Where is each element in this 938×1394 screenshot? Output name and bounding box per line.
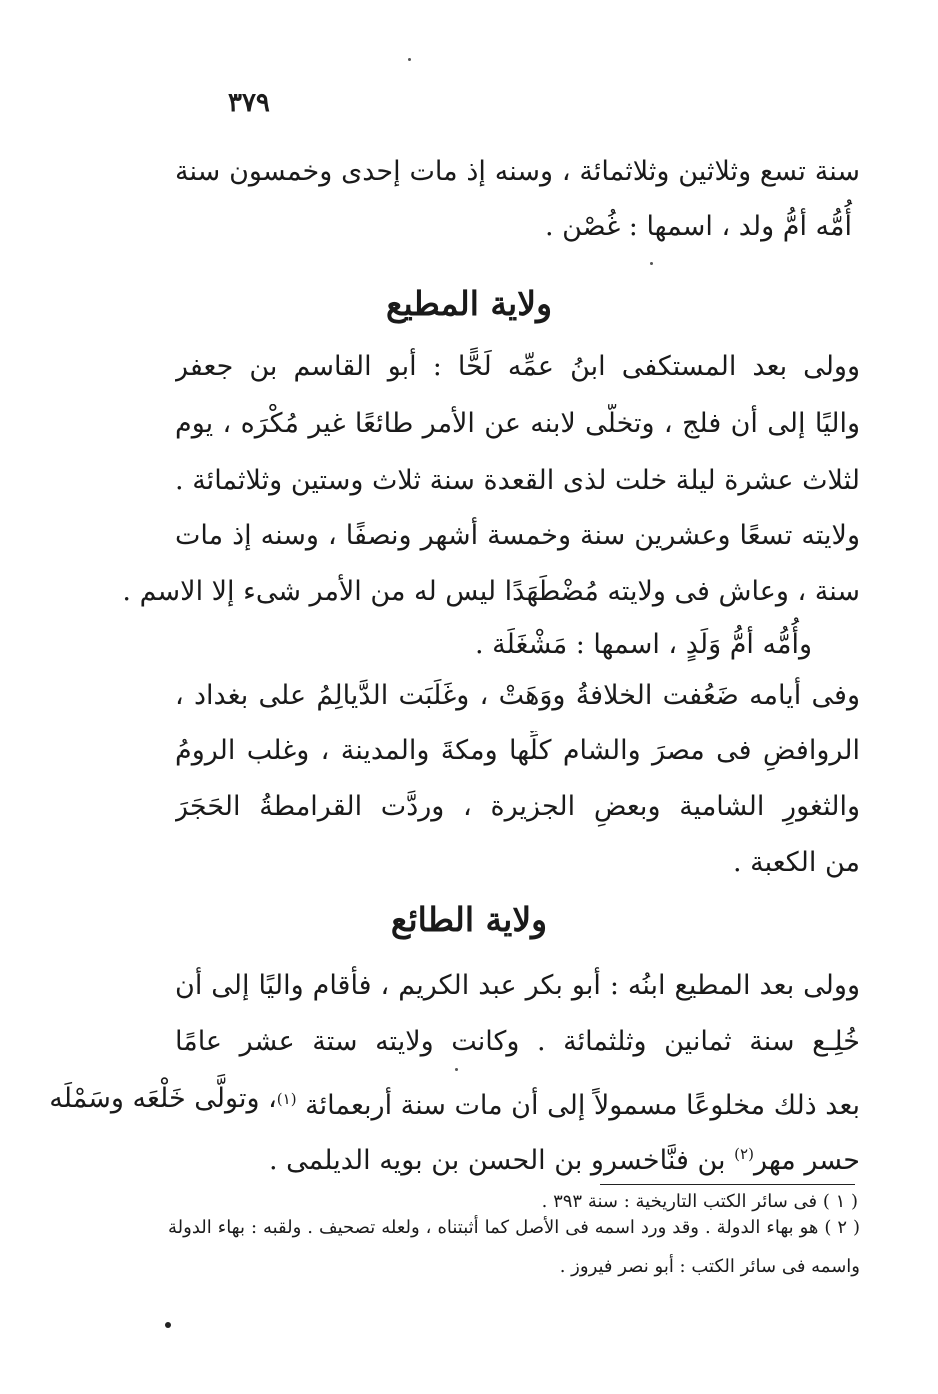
taee-para1-line-1: وولى بعد المطيع ابنُه : أبو بكر عبد الكريم ، فأقام واليًا إلى أن [175,970,860,1001]
scan-speck [455,1068,458,1071]
mutee-para1-line-2: واليًا إلى أن فلج ، وتخلَّى لابنه عن الأمر طائعًا غير مُكْرَه ، يوم [175,408,860,439]
taee-para1-line-3 [49,1079,860,1126]
mutee-para3-line-3: والثغورِ الشامية وبعضِ الجزيرة ، وردَّت القرامطةُ الحَجَرَ [175,791,860,822]
footnote-2-line-2: واسمه فى سائر الكتب : أبو نصر فيروز . [559,1256,860,1277]
scan-dot [165,1322,171,1328]
taee-para1-line-4 [269,1134,860,1181]
footnote-mark-2: (٢) [734,1145,754,1163]
scan-speck [408,58,411,61]
footnote-rule [600,1184,855,1185]
footnote-2-line-1: ( ٢ ) هو بهاء الدولة . وقد ورد اسمه فى الأصل كما أثبتناه ، ولعله تصحيف . ولقبه : بهاء الدولة [168,1217,860,1238]
intro-line-2: أُمُّه أمُّ ولد ، اسمها : غُصْن . [544,211,852,242]
mutee-para1-line-1: وولى بعد المستكفى ابنُ عمِّه لَحًّا : أبو القاسم بن جعفر [175,351,860,382]
section-heading-taee: ولاية الطائع [390,900,548,939]
mutee-para2: وأُمُّه أمُّ وَلَدٍ ، اسمها : مَشْغَلَة . [475,629,812,660]
footnote-1: ( ١ ) فى سائر الكتب التاريخية : سنة ٣٩٣ . [541,1191,858,1212]
mutee-para1-line-3: لثلاث عشرة ليلة خلت لذى القعدة سنة ثلاث وستين وثلاثمائة . [175,465,860,496]
taee-line-3-part-b: ، وتولَّى خَلْعَه وسَمْلَه [49,1083,277,1114]
mutee-para3-line-4: من الكعبة . [732,847,860,878]
mutee-para3-line-2: الروافضِ فى مصرَ والشام كلِّها ومكةَ والمدينة ، وغلب الرومُ [175,735,860,766]
mutee-para3-line-1: وفى أيامه ضَعُفت الخلافةُ ووَهَتْ ، وغَلَبَت الدَّيالِمُ على بغداد ، [175,680,860,711]
mutee-para1-line-4: ولايته تسعًا وعشرين سنة وخمسة أشهر ونصفًا ، وسنه إذ مات [175,520,860,551]
footnote-mark-1: (١) [276,1090,297,1108]
taee-line-4-rest: بن فنَّاخسرو بن الحسن بن بويه الديلمى . [268,1145,726,1176]
mutee-para1-line-5: سنة ، وعاش فى ولايته مُضْطَهَدًا ليس له من الأمر شىء إلا الاسم . [122,576,860,607]
taee-para1-line-2: خُلِـع سنة ثمانين وثلثمائة . وكانت ولايته ستة عشر عامًا [175,1026,860,1057]
scan-speck [650,262,653,265]
taee-line-3-part-a: بعد ذلك مخلوعًا مسمولاً إلى أن مات سنة أربعمائة $^{(١)}$ [276,1090,860,1121]
taee-line-4-name: حسر مهر [753,1145,860,1176]
intro-line-1: سنة تسع وثلاثين وثلاثمائة ، وسنه إذ مات إحدى وخمسون سنة [175,156,860,187]
page-number: ٣٧٩ [228,88,270,118]
section-heading-mutee: ولاية المطيع [385,284,552,323]
